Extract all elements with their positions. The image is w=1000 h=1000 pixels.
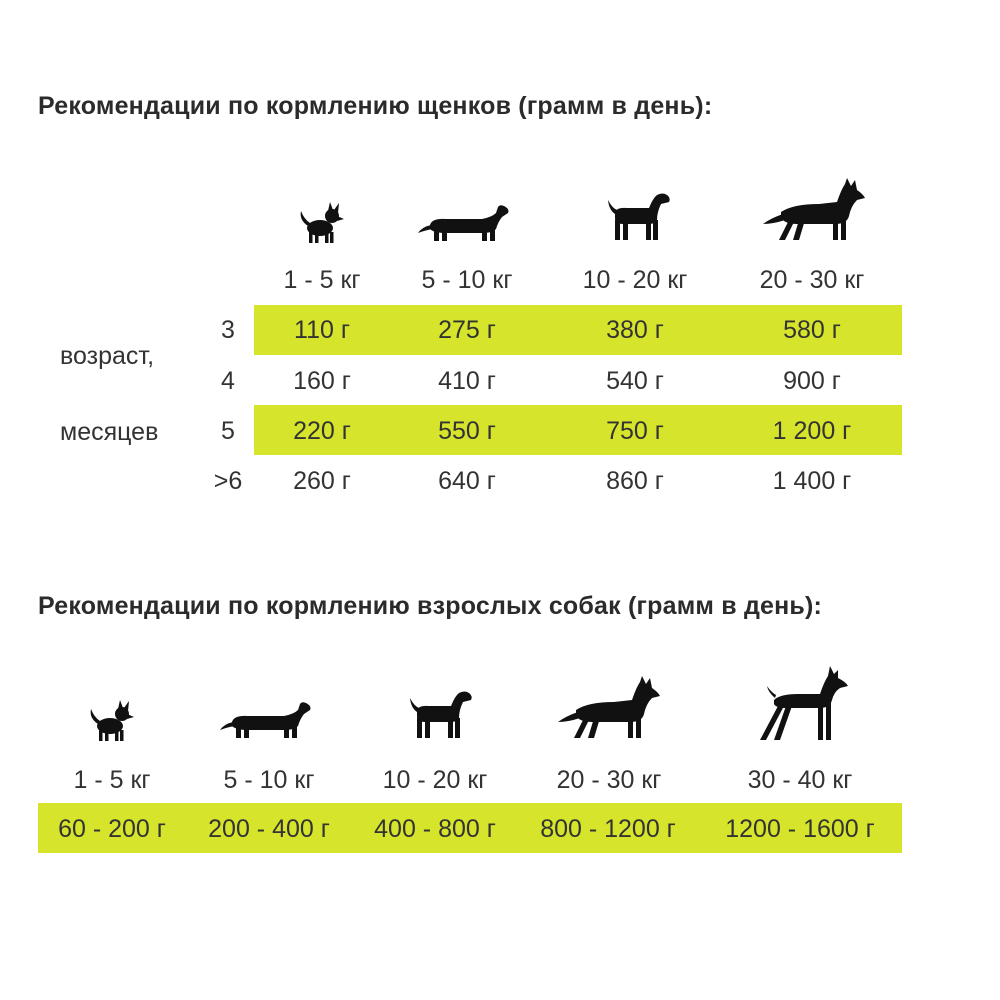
puppy-weight-label: 20 - 30 кг: [759, 266, 865, 294]
puppy-value-cell: 160 г: [293, 367, 351, 395]
puppy-section-title: Рекомендации по кормлению щенков (грамм в день):: [38, 92, 713, 120]
chihuahua-icon: [298, 202, 344, 244]
adult-value-cell: 400 - 800 г: [374, 815, 496, 843]
shepherd-icon: [763, 178, 867, 242]
puppy-value-cell: 1 400 г: [772, 467, 852, 495]
dachshund-icon: [418, 203, 510, 243]
puppy-value-cell: 275 г: [438, 316, 496, 344]
adult-weight-label: 30 - 40 кг: [747, 766, 853, 794]
puppy-value-cell: 260 г: [293, 467, 351, 495]
adult-value-cell: 60 - 200 г: [58, 815, 166, 843]
puppy-value-cell: 220 г: [293, 417, 351, 445]
age-label: 3: [221, 316, 235, 344]
adult-weight-label: 20 - 30 кг: [556, 766, 662, 794]
puppy-value-cell: 550 г: [438, 417, 496, 445]
adult-value-cell: 800 - 1200 г: [540, 815, 676, 843]
puppy-value-cell: 110 г: [294, 316, 350, 344]
puppy-weight-label: 10 - 20 кг: [582, 266, 688, 294]
adult-weight-label: 1 - 5 кг: [73, 766, 151, 794]
adult-weight-label: 5 - 10 кг: [223, 766, 315, 794]
puppy-value-cell: 380 г: [606, 316, 664, 344]
puppy-value-cell: 1 200 г: [772, 417, 852, 445]
puppy-value-cell: 540 г: [606, 367, 664, 395]
age-caption-line2: месяцев: [60, 418, 159, 446]
puppy-value-cell: 860 г: [606, 467, 664, 495]
dachshund-icon: [220, 700, 312, 740]
adult-weight-label: 10 - 20 кг: [382, 766, 488, 794]
labrador-icon: [603, 190, 671, 242]
puppy-value-cell: 750 г: [606, 417, 664, 445]
puppy-value-cell: 640 г: [438, 467, 496, 495]
age-label: >6: [213, 467, 243, 495]
doberman-icon: [758, 666, 850, 742]
adult-value-cell: 1200 - 1600 г: [725, 815, 875, 843]
shepherd-icon: [558, 676, 662, 740]
age-caption-line1: возраст,: [60, 342, 155, 370]
puppy-weight-label: 5 - 10 кг: [421, 266, 513, 294]
puppy-value-cell: 580 г: [783, 316, 841, 344]
age-label: 5: [221, 417, 235, 445]
adult-section-title: Рекомендации по кормлению взрослых собак (грамм в день):: [38, 592, 823, 620]
age-label: 4: [221, 367, 235, 395]
adult-value-cell: 200 - 400 г: [208, 815, 330, 843]
labrador-icon: [405, 688, 473, 740]
chihuahua-icon: [88, 700, 134, 742]
puppy-value-cell: 900 г: [783, 367, 841, 395]
puppy-weight-label: 1 - 5 кг: [283, 266, 361, 294]
puppy-value-cell: 410 г: [438, 367, 496, 395]
